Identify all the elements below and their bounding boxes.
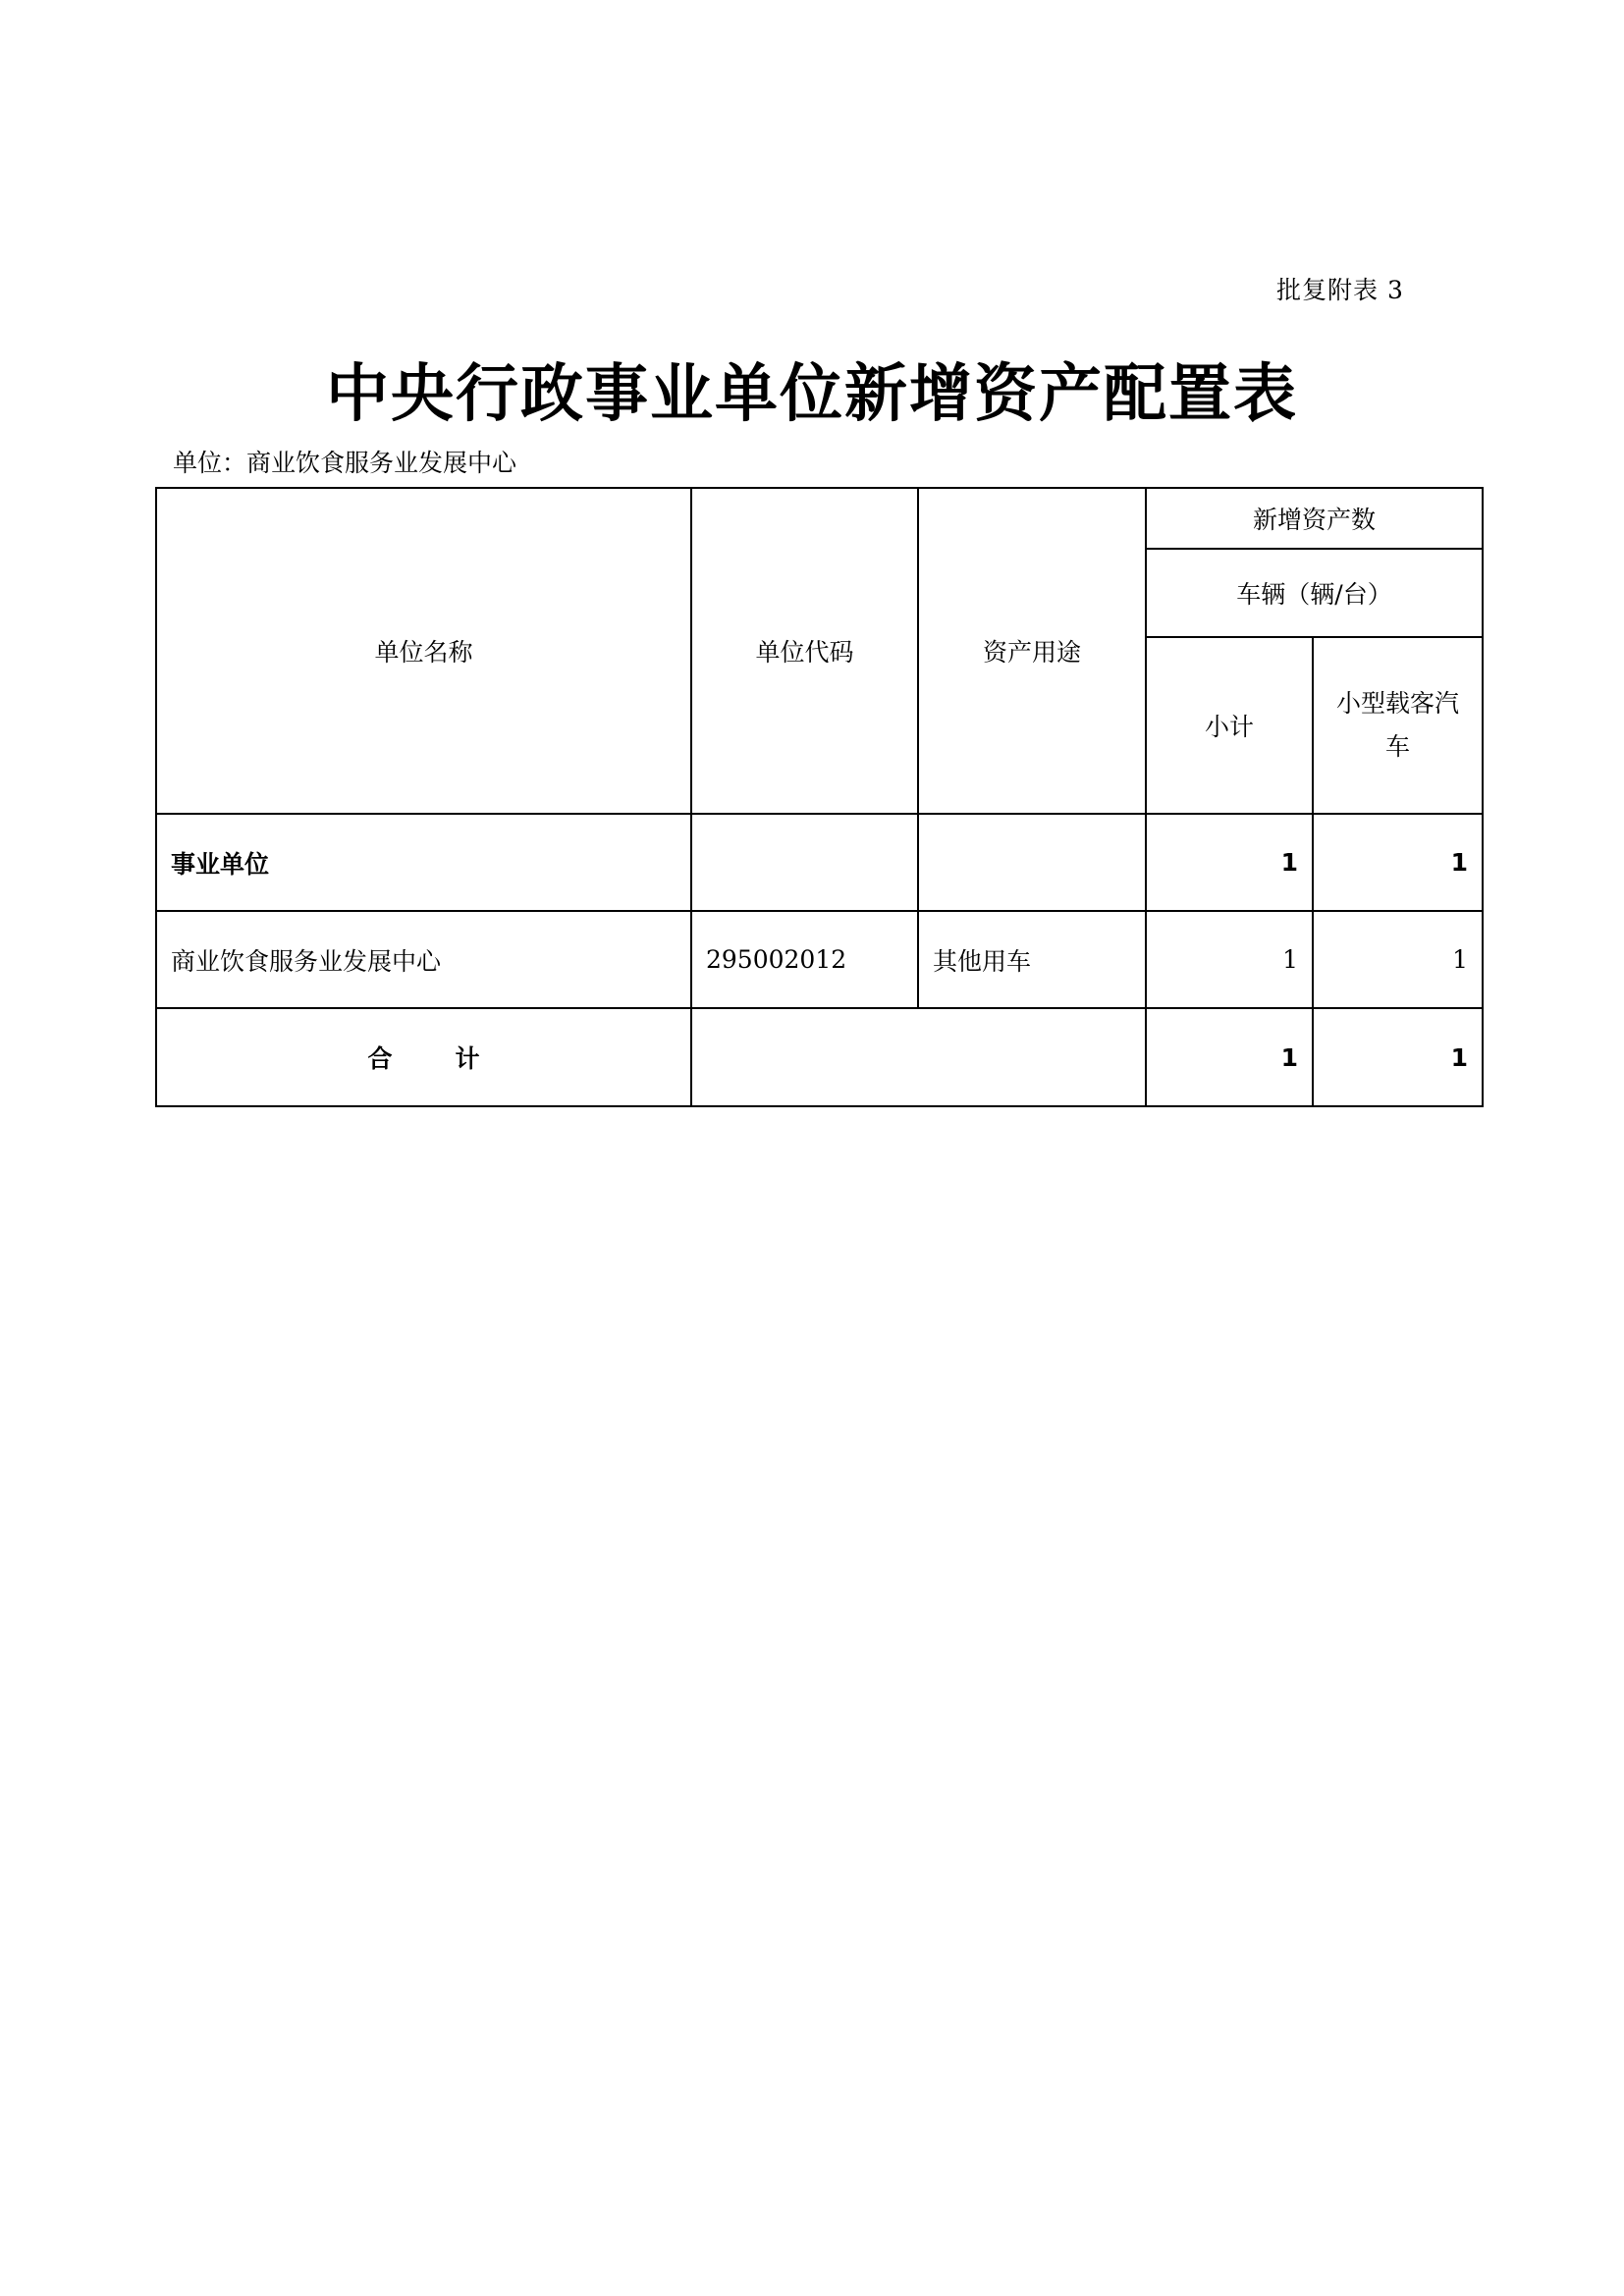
header-subtotal: 小计	[1146, 637, 1313, 814]
row-asset-use: 其他用车	[918, 911, 1146, 1008]
total-label: 合计	[156, 1008, 691, 1106]
row-unit-name: 商业饮食服务业发展中心	[156, 911, 691, 1008]
header-asset-use: 资产用途	[918, 488, 1146, 814]
category-code	[691, 814, 918, 911]
total-small-passenger-car: 1	[1313, 1008, 1483, 1106]
row-small-passenger-car: 1	[1313, 911, 1483, 1008]
category-subtotal: 1	[1146, 814, 1313, 911]
total-row	[156, 1008, 1483, 1106]
total-empty-cell	[691, 1008, 1146, 1106]
table-row	[156, 911, 1483, 1008]
header-small-passenger-car: 小型载客汽车	[1313, 637, 1483, 814]
attachment-label: 批复附表 3	[1276, 276, 1404, 304]
row-subtotal: 1	[1146, 911, 1313, 1008]
unit-line: 单位：商业饮食服务业发展中心	[173, 449, 517, 477]
page-title: 中央行政事业单位新增资产配置表	[326, 358, 1298, 431]
row-unit-code: 295002012	[691, 911, 918, 1008]
header-unit-code: 单位代码	[691, 488, 918, 814]
category-small-passenger-car: 1	[1313, 814, 1483, 911]
total-subtotal: 1	[1146, 1008, 1313, 1106]
header-vehicles: 车辆（辆/台）	[1146, 549, 1483, 637]
header-new-assets: 新增资产数	[1146, 488, 1483, 549]
header-unit-name: 单位名称	[156, 488, 691, 814]
category-use	[918, 814, 1146, 911]
category-name: 事业单位	[156, 814, 691, 911]
category-row	[156, 814, 1483, 911]
asset-allocation-table	[155, 487, 1484, 1107]
